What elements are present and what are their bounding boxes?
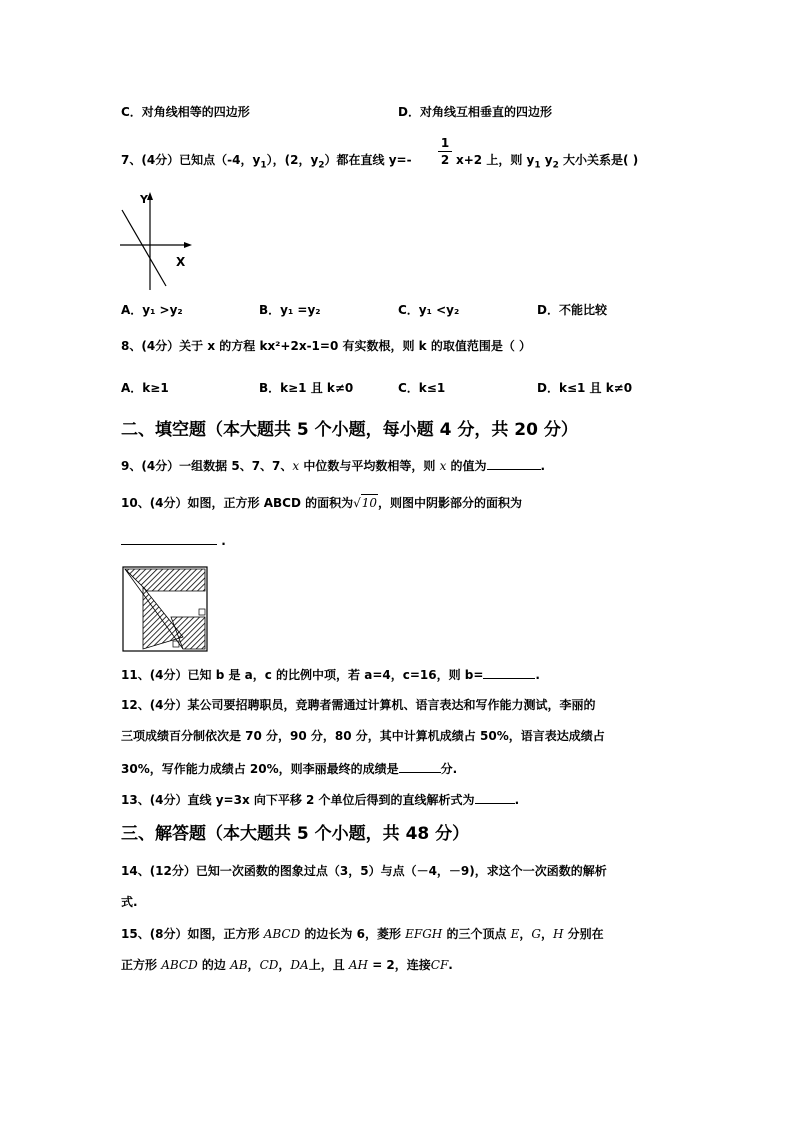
q9-answer-blank[interactable] [487, 457, 541, 470]
q7-plotted-line [122, 210, 166, 286]
q15-var-cf: CF [430, 958, 449, 972]
q7-option-d[interactable]: D．不能比较 [537, 303, 607, 317]
q15-sep1: ， [519, 927, 532, 941]
q7-line-graph [112, 188, 202, 294]
q15-var-ah: AH [348, 958, 369, 972]
q15-part8: = 2，连接 [368, 958, 431, 972]
q10-square-figure [121, 565, 209, 653]
q15-var-cd: CD [259, 958, 279, 972]
q7-stem-part4: x+2 上，则 y [456, 153, 535, 167]
q8-option-a[interactable]: A．k≥1 [121, 381, 169, 395]
q13-end: . [514, 793, 520, 807]
q9-part2: 中位数与平均数相等，则 [299, 459, 440, 473]
q7-x-axis-arrow [184, 242, 192, 248]
q10-end: . [221, 534, 226, 548]
q14-line2: 式. [121, 895, 138, 909]
q15-sep3: ， [247, 958, 260, 972]
q11-answer-blank[interactable] [483, 666, 535, 679]
q15-part7: 上，且 [308, 958, 349, 972]
q9-end: . [540, 459, 546, 473]
q15-line1 [121, 926, 604, 942]
q10-radicand: 10 [361, 496, 378, 510]
q6-option-d[interactable]: D．对角线互相垂直的四边形 [398, 105, 552, 119]
q15-var-g: G [531, 927, 541, 941]
q11-end: . [535, 668, 540, 682]
q15-var-ab: AB [230, 958, 248, 972]
q15-part2: 的边长为 6，菱形 [300, 927, 406, 941]
q7-stem-part3: ）都在直线 y=- [324, 153, 412, 167]
q9-part3: 的值为 [446, 459, 487, 473]
q7-fraction-denominator: 2 [440, 153, 450, 167]
q10-answer-line [121, 532, 226, 549]
q7-stem-tail: x+2 上，则 $y_1$ $y_2$ 大小关系是( ) [456, 153, 639, 171]
q9-stem [121, 457, 545, 474]
q8-stem: 8、(4分）关于 x 的方程 kx²+2x-1=0 有实数根，则 k 的取值范围是（ ） [121, 339, 532, 353]
q7-x-label: X [176, 255, 186, 269]
q15-var-efgh: EFGH [405, 927, 443, 941]
q15-line2 [121, 957, 453, 973]
q15-sep2: ， [541, 927, 554, 941]
q15-sep4: ， [278, 958, 291, 972]
q8-option-c[interactable]: C．k≤1 [398, 381, 446, 395]
q15-part1: 15、(8分）如图，正方形 [121, 927, 264, 941]
q15-part9: . [448, 958, 453, 972]
q11-part1: 11、(4分）已知 b 是 a，c 的比例中项，若 a=4，c=16，则 b= [121, 668, 484, 682]
q15-var-h: H [553, 927, 564, 941]
q7-stem-part1: 7、(4分）已知点（-4，y [121, 153, 261, 167]
q13-stem [121, 791, 519, 808]
q10-stem: 10、(4分）如图，正方形 ABCD 的面积为√10，则图中阴影部分的面积为 [121, 496, 523, 510]
q7-stem-part5: 大小关系是( ) [563, 153, 639, 167]
q15-var-da: DA [290, 958, 309, 972]
q12-line3-part1: 30%，写作能力成绩占 20%，则李丽最终的成绩是 [121, 762, 399, 776]
q6-option-c[interactable]: C．对角线相等的四边形 [121, 105, 250, 119]
q14-line1: 14、(12分）已知一次函数的图象过点（3，5）与点（－4，－9)，求这个一次函数的解析 [121, 864, 607, 878]
q15-part5: 正方形 [121, 958, 162, 972]
q12-line3 [121, 760, 457, 777]
q7-fraction-numerator: 1 [440, 136, 450, 150]
q12-line1: 12、(4分）某公司要招聘职员，竞聘者需通过计算机、语言表达和写作能力测试，李丽的 [121, 698, 596, 712]
q15-var-abcd2: ABCD [161, 958, 198, 972]
q7-y-label: Y [140, 193, 148, 206]
q10-part1: 10、(4分）如图，正方形 ABCD 的面积为 [121, 496, 354, 510]
q10-part2: ，则图中阴影部分的面积为 [378, 496, 523, 510]
q15-var-abcd: ABCD [263, 927, 301, 941]
q13-part1: 13、(4分）直线 y=3x 向下平移 2 个单位后得到的直线解析式为 [121, 793, 475, 807]
q11-stem [121, 666, 540, 683]
q7-option-b[interactable]: B．y₁ =y₂ [259, 303, 321, 317]
section-2-heading: 二、填空题（本大题共 5 个小题，每小题 4 分，共 20 分） [121, 420, 578, 440]
q15-part4: 分别在 [563, 927, 604, 941]
q9-var-x: x [292, 459, 300, 473]
q7-stem: 7、(4分）已知点（-4，$y_1$），(2，$y_2$）都在直线 y=- [121, 153, 412, 171]
q12-line2: 三项成绩百分制依次是 70 分，90 分，80 分，其中计算机成绩占 50%，语言表达成绩占 [121, 729, 605, 743]
q15-part6: 的边 [197, 958, 231, 972]
section-3-heading: 三、解答题（本大题共 5 个小题，共 48 分） [121, 824, 470, 844]
q7-option-c[interactable]: C．y₁ <y₂ [398, 303, 460, 317]
q9-part1: 9、(4分）一组数据 5、7、7、 [121, 459, 293, 473]
q7-fraction [438, 136, 452, 167]
q15-part3: 的三个顶点 [442, 927, 511, 941]
q8-option-d[interactable]: D．k≤1 且 k≠0 [537, 381, 633, 395]
q7-option-a[interactable]: A．y₁ >y₂ [121, 303, 183, 317]
q10-answer-blank[interactable] [121, 532, 217, 545]
q7-stem-part2: ），(2，y [266, 153, 319, 167]
q9-var-x2: x [439, 459, 447, 473]
q13-answer-blank[interactable] [475, 791, 515, 804]
q12-answer-blank[interactable] [399, 760, 441, 773]
q15-var-e: E [510, 927, 520, 941]
q12-line3-part2: 分. [440, 762, 458, 776]
q8-option-b[interactable]: B．k≥1 且 k≠0 [259, 381, 354, 395]
